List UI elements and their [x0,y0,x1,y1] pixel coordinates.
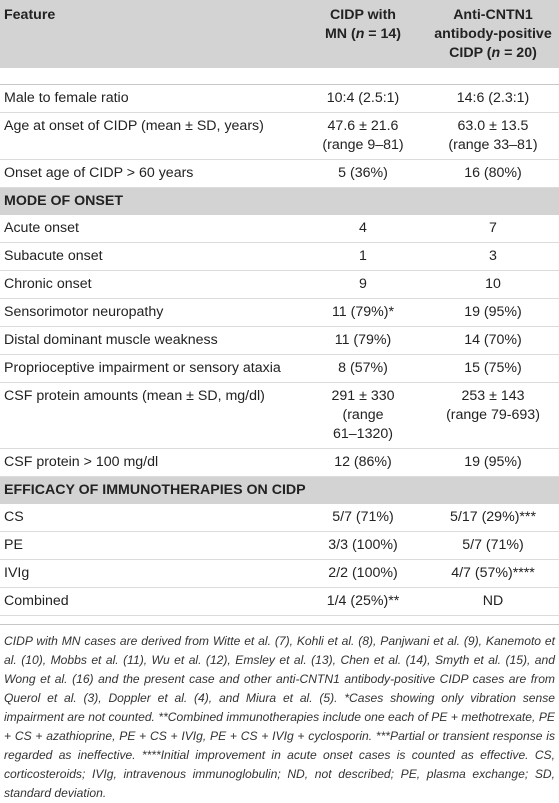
row-value-mn: 5 (36%) [299,160,427,188]
row-feature: Male to female ratio [0,85,299,113]
header-col-cntn1-n: n [491,45,501,61]
row-value-cntn1: 19 (95%) [427,449,559,477]
row-value-cntn1-line1: 63.0 ± 13.5 [457,118,529,134]
row-value-mn: 11 (79%)* [299,299,427,327]
row-value-cntn1: 14:6 (2.3:1) [427,85,559,113]
header-col-mn-line1: CIDP with [330,7,396,23]
row-value-mn [299,383,427,449]
header-col-mn-rest: = 14) [364,26,402,42]
row-value-mn: 1 [299,243,427,271]
row-feature: CSF protein > 100 mg/dl [0,449,299,477]
row-value-mn: 9 [299,271,427,299]
header-col-cntn1-line1: Anti-CNTN1 [453,7,533,23]
row-value-mn: 10:4 (2.5:1) [299,85,427,113]
row-value-cntn1: 14 (70%) [427,327,559,355]
row-value-mn: 8 (57%) [299,355,427,383]
row-value-mn-line3: 61–1320) [333,426,393,442]
table-row [0,504,559,532]
table-row [0,327,559,355]
header-col-mn [299,0,427,68]
header-feature [0,0,299,68]
row-value-mn [299,113,427,160]
row-value-mn: 1/4 (25%)** [299,588,427,616]
header-row [0,0,559,68]
row-feature: Distal dominant muscle weakness [0,327,299,355]
row-feature: IVIg [0,560,299,588]
header-col-mn-line2: MN ( [324,26,356,42]
header-col-cntn1 [427,0,559,68]
table-row [0,271,559,299]
row-feature: Sensorimotor neuropathy [0,299,299,327]
row-value-cntn1: 19 (95%) [427,299,559,327]
row-feature: PE [0,532,299,560]
header-col-cntn1-rest: = 20) [500,45,537,61]
table-row [0,355,559,383]
header-col-cntn1-line2: antibody-positive [434,26,552,42]
table-row [0,588,559,616]
table-row [0,560,559,588]
row-feature: Acute onset [0,215,299,243]
row-value-cntn1: 3 [427,243,559,271]
row-value-cntn1: ND [427,588,559,616]
row-value-mn: 5/7 (71%) [299,504,427,532]
row-value-cntn1: 10 [427,271,559,299]
section-title-efficacy: EFFICACY OF IMMUNOTHERAPIES ON CIDP [0,477,559,505]
table-row [0,532,559,560]
row-value-mn-line2: (range 9–81) [322,137,404,153]
table-row [0,113,559,160]
row-value-cntn1: 7 [427,215,559,243]
row-value-cntn1: 15 (75%) [427,355,559,383]
row-value-cntn1: 5/7 (71%) [427,532,559,560]
row-feature: CSF protein amounts (mean ± SD, mg/dl) [0,383,299,449]
row-value-mn: 3/3 (100%) [299,532,427,560]
row-value-mn-line2: (range [342,407,384,423]
footnote-definitions: **Combined immunotherapies include one each of PE + methotrexate, PE + CS + azathioprine, PE + CS + IVIg, PE + CS + IVIg + cyclosporin. ***Partial or transient response is regarded as ineffective. ****Initial improvement in acute onset cases is counted as effective. CS, corticosteroids; IVIg, intravenous immunoglobulin; ND, not described; PE, plasma exchange; SD, standard deviation. [4,710,555,800]
row-value-cntn1-line2: (range 33–81) [448,137,538,153]
table-row [0,243,559,271]
header-feature-label: Feature [4,7,56,23]
section-title-onset: MODE OF ONSET [0,188,559,216]
table-row [0,299,559,327]
row-value-cntn1-line1: 253 ± 143 [461,388,525,404]
row-feature: Subacute onset [0,243,299,271]
row-value-cntn1: 4/7 (57%)**** [427,560,559,588]
table-row [0,85,559,113]
header-col-cntn1-line3: CIDP ( [449,45,492,61]
row-feature: Proprioceptive impairment or sensory ataxia [0,355,299,383]
row-feature: Chronic onset [0,271,299,299]
spacer-row [0,68,559,85]
row-value-mn: 11 (79%) [299,327,427,355]
row-value-cntn1-line2: (range 79-693) [446,407,540,423]
table-row [0,449,559,477]
row-feature: Combined [0,588,299,616]
row-feature: Onset age of CIDP > 60 years [0,160,299,188]
table-footnote [0,624,559,803]
header-col-mn-n: n [355,26,365,42]
row-feature: Age at onset of CIDP (mean ± SD, years) [0,113,299,160]
row-value-cntn1 [427,113,559,160]
table-row [0,215,559,243]
footnote-sources: CIDP with MN cases are derived from Witte et al. (7), Kohli et al. (8), Panjwani et al. (9), Kanemoto et al. (10), Mobbs et al. (11), Wu et al. (12), Emsley et al. (13), Chen et al. (14), Smyth et al. (15), and Wong et al. (16) and the present case and other anti-CNTN1 antibody-positive CIDP cases are from Querol et al. (3), Doppler et al. (4), and Miura et al. (5). *Cases showing only vibration sense impairment are not counted. [4,634,555,724]
table-row [0,160,559,188]
row-value-cntn1: 5/17 (29%)*** [427,504,559,532]
section-header-efficacy [0,477,559,505]
row-value-mn: 12 (86%) [299,449,427,477]
row-value-mn: 2/2 (100%) [299,560,427,588]
table-body [0,68,559,616]
section-header-onset [0,188,559,216]
table-header [0,0,559,68]
row-value-cntn1: 16 (80%) [427,160,559,188]
row-value-mn-line1: 47.6 ± 21.6 [327,118,399,134]
table-row [0,383,559,449]
row-feature: CS [0,504,299,532]
row-value-cntn1 [427,383,559,449]
row-value-mn: 4 [299,215,427,243]
row-value-mn-line1: 291 ± 330 [331,388,395,404]
